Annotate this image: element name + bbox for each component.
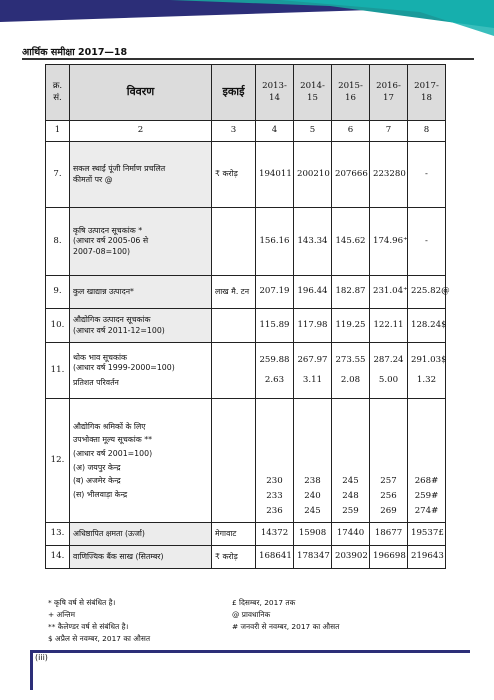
footnote: £ दिसम्बर, 2017 तक <box>232 598 296 607</box>
row-unit <box>212 208 256 276</box>
footer-side-bar <box>30 650 33 690</box>
header-unit: इकाई <box>212 65 256 121</box>
col-number: 5 <box>294 121 332 142</box>
cell-value: 168641 <box>256 546 294 569</box>
header-year: 2013-14 <box>256 65 294 121</box>
cell-value: 259.88 2.63 <box>256 343 294 399</box>
table-row <box>46 142 446 208</box>
cell-value: 207666 <box>332 142 370 208</box>
cell-value: - <box>408 142 446 208</box>
cell-value: 115.89 <box>256 309 294 343</box>
cell-value: 196698 <box>370 546 408 569</box>
table-row <box>46 546 446 569</box>
row-description: कृषि उत्पादन सूचकांक * (आधार वर्ष 2005-06 से 2007-08=100) <box>70 208 212 276</box>
header-sno: क्र. सं. <box>46 65 70 121</box>
cell-value: 194011 <box>256 142 294 208</box>
row-sno: 12. <box>46 399 70 523</box>
table-row <box>46 309 446 343</box>
cell-value: 119.25 <box>332 309 370 343</box>
row-sno: 11. <box>46 343 70 399</box>
header-year: 2015-16 <box>332 65 370 121</box>
page-number: (iii) <box>35 653 48 662</box>
column-number-row <box>46 121 446 142</box>
cell-value: 182.87 <box>332 276 370 309</box>
row-description: कुल खाद्यान्न उत्पादन* <box>70 276 212 309</box>
row-sno: 8. <box>46 208 70 276</box>
cell-value: 145.62 <box>332 208 370 276</box>
row-unit: मेगावाट <box>212 523 256 546</box>
row-unit <box>212 343 256 399</box>
cell-value: 230 233 236 <box>256 399 294 523</box>
cell-value: 178347 <box>294 546 332 569</box>
header-year: 2014-15 <box>294 65 332 121</box>
row-unit: ₹ करोड़ <box>212 142 256 208</box>
cell-value: 223280 <box>370 142 408 208</box>
header-divider <box>22 58 474 60</box>
row-sno: 14. <box>46 546 70 569</box>
row-description: औद्योगिक श्रमिकों के लिए उपभोक्ता मूल्य सूचकांक ** (आधार वर्ष 2001=100) (अ) जयपुर केन्द्र (ब) अजमेर केन्द्र (स) भीलवाड़ा केन्द्र <box>70 399 212 523</box>
cell-value: 291.03$ 1.32 <box>408 343 446 399</box>
header-year: 2017-18 <box>408 65 446 121</box>
table-row <box>46 399 446 523</box>
col-number: 3 <box>212 121 256 142</box>
footnote: @ प्रावधानिक <box>232 610 271 619</box>
footnote: + अन्तिम <box>48 610 76 619</box>
cell-value: 238 240 245 <box>294 399 332 523</box>
cell-value: 14372 <box>256 523 294 546</box>
cell-value: 267.97 3.11 <box>294 343 332 399</box>
header-year: 2016-17 <box>370 65 408 121</box>
col-number: 6 <box>332 121 370 142</box>
table-row <box>46 523 446 546</box>
cell-value: 219643 <box>408 546 446 569</box>
cell-value: 268# 259# 274# <box>408 399 446 523</box>
footnote: # जनवरी से नवम्बर, 2017 का औसत <box>232 622 340 631</box>
cell-value: 128.24$ <box>408 309 446 343</box>
cell-value: 257 256 269 <box>370 399 408 523</box>
footnote: * कृषि वर्ष से संबंधित है। <box>48 598 116 607</box>
cell-value: 156.16 <box>256 208 294 276</box>
row-sno: 13. <box>46 523 70 546</box>
table-row <box>46 343 446 399</box>
col-number: 4 <box>256 121 294 142</box>
cell-value: 231.04⁺ <box>370 276 408 309</box>
row-description: वाणिज्यिक बैंक साख (सितम्बर) <box>70 546 212 569</box>
header-description: विवरण <box>70 65 212 121</box>
footnote: ** कैलेण्डर वर्ष से संबंधित है। <box>48 622 129 631</box>
cell-value: 287.24 5.00 <box>370 343 408 399</box>
col-number: 8 <box>408 121 446 142</box>
col-number: 7 <box>370 121 408 142</box>
row-unit <box>212 309 256 343</box>
row-description: औद्योगिक उत्पादन सूचकांक (आधार वर्ष 2011-12=100) <box>70 309 212 343</box>
cell-value: 122.11 <box>370 309 408 343</box>
row-sno: 9. <box>46 276 70 309</box>
row-sno: 10. <box>46 309 70 343</box>
cell-value: 17440 <box>332 523 370 546</box>
table-row <box>46 208 446 276</box>
row-unit: ₹ करोड़ <box>212 546 256 569</box>
footnote: $ अप्रैल से नवम्बर, 2017 का औसत <box>48 634 151 643</box>
col-number: 1 <box>46 121 70 142</box>
row-unit: लाख मै. टन <box>212 276 256 309</box>
table-header-row <box>46 65 446 121</box>
table-row <box>46 276 446 309</box>
row-description: सकल स्थाई पूंजी निर्माण प्रचलित कीमतों पर @ <box>70 142 212 208</box>
col-number: 2 <box>70 121 212 142</box>
cell-value: 18677 <box>370 523 408 546</box>
cell-value: 196.44 <box>294 276 332 309</box>
cell-value: - <box>408 208 446 276</box>
row-description: अधिष्ठापित क्षमता (ऊर्जा) <box>70 523 212 546</box>
cell-value: 200210 <box>294 142 332 208</box>
economic-indicators-table <box>45 64 450 569</box>
cell-value: 207.19 <box>256 276 294 309</box>
footnotes-left <box>48 597 150 645</box>
cell-value: 203902 <box>332 546 370 569</box>
row-sno: 7. <box>46 142 70 208</box>
row-description: थोक भाव सूचकांक (आधार वर्ष 1999-2000=100) प्रतिशत परिवर्तन <box>70 343 212 399</box>
running-header: आर्थिक समीक्षा 2017—18 <box>22 47 128 58</box>
footer-bar <box>30 650 470 653</box>
row-unit <box>212 399 256 523</box>
cell-value: 19537£ <box>408 523 446 546</box>
cell-value: 15908 <box>294 523 332 546</box>
cell-value: 117.98 <box>294 309 332 343</box>
cell-value: 143.34 <box>294 208 332 276</box>
cell-value: 174.96⁺ <box>370 208 408 276</box>
footnotes-right <box>232 597 339 633</box>
cell-value: 225.82@ <box>408 276 446 309</box>
cell-value: 273.55 2.08 <box>332 343 370 399</box>
header-decorative-band <box>0 0 494 40</box>
cell-value: 245 248 259 <box>332 399 370 523</box>
